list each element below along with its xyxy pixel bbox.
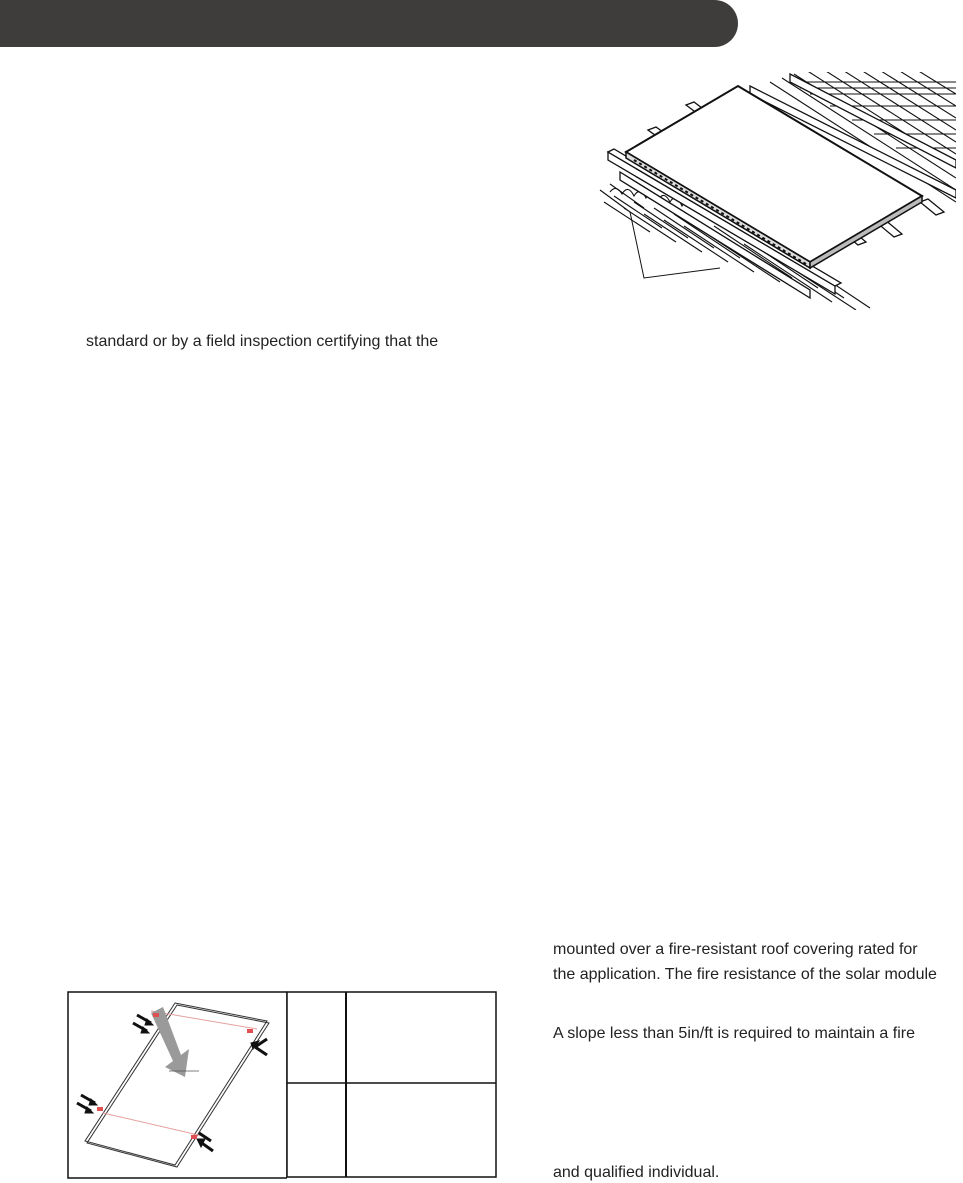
body-text-right-line-2: the application. The fire resistance of the solar module: [553, 966, 937, 983]
body-text-right-line-4: and qualified individual.: [553, 1164, 720, 1181]
solar-module-panel: [626, 86, 922, 268]
roof-mounting-illustration: [590, 72, 956, 310]
body-text-right-line-3: A slope less than 5in/ft is required to maintain a fire: [553, 1025, 915, 1042]
section-header-bar: [0, 0, 738, 47]
clamp-installation-figure: [67, 991, 287, 1179]
body-text-left-line: standard or by a field inspection certifying that the: [86, 333, 439, 350]
body-text-right-line-1: mounted over a fire-resistant roof covering rated for: [553, 941, 918, 958]
figure-side-table: [286, 991, 497, 1178]
